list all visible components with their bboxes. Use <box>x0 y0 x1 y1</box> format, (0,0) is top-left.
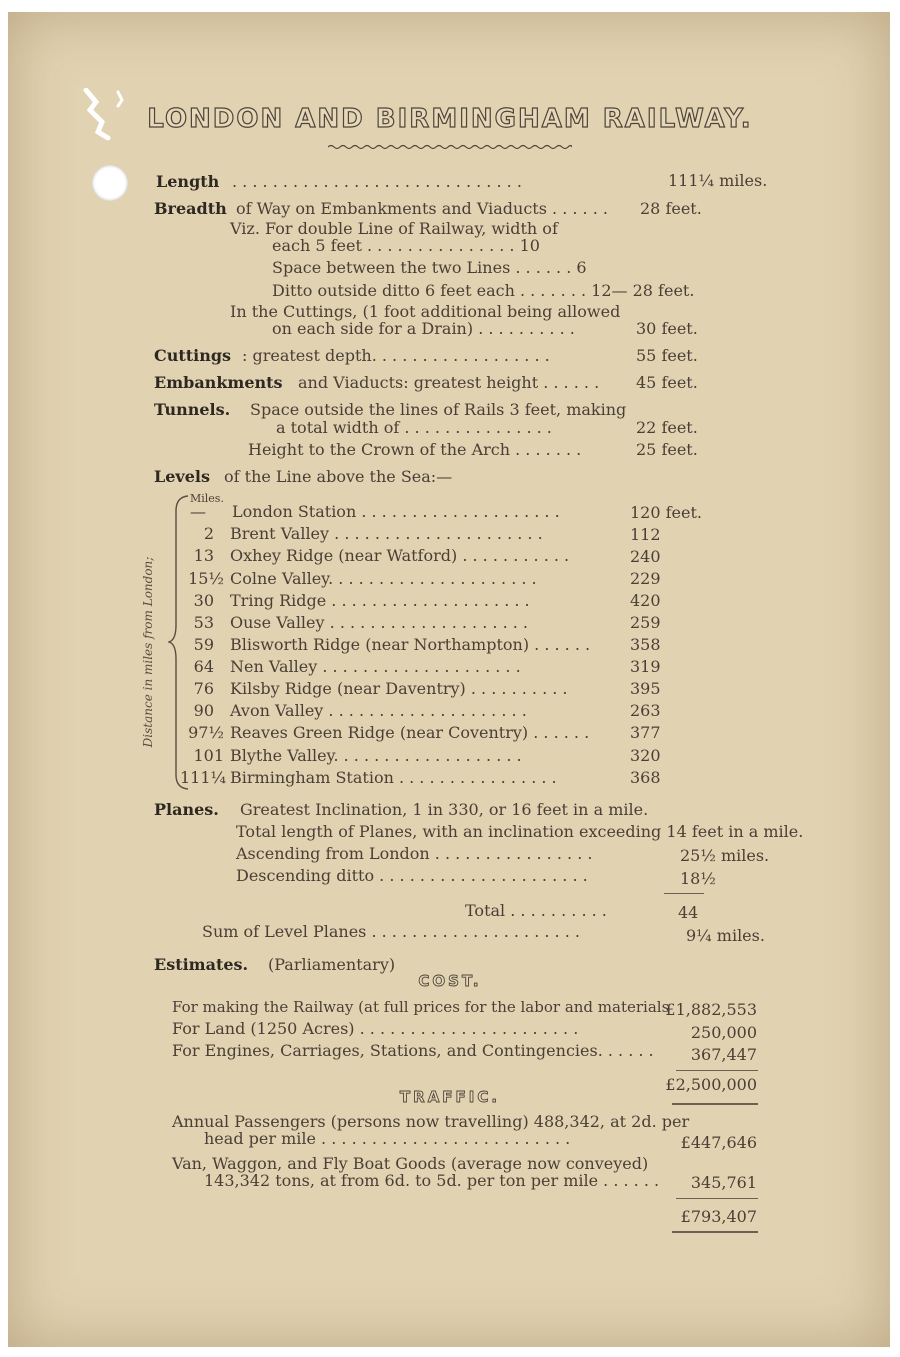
tunnels-value2: 25 feet. <box>636 440 698 459</box>
levels-place: Oxhey Ridge (near Watford) . . . . . . . . . . . <box>230 546 570 565</box>
breadth-cuttings-value: 30 feet. <box>636 319 698 338</box>
planes-sum-value: 9¼ miles. <box>686 926 765 945</box>
levels-place: Tring Ridge . . . . . . . . . . . . . . . . . . . . <box>230 591 530 610</box>
levels-miles: 53 <box>193 613 214 632</box>
traffic-goods-value: 345,761 <box>690 1173 757 1192</box>
levels-place: Blythe Valley. . . . . . . . . . . . . . . . . . . <box>230 746 522 765</box>
planes-descending-value: 18½ <box>680 869 716 888</box>
breadth-viz-line2: each 5 feet . . . . . . . . . . . . . . . 10 <box>272 236 540 255</box>
breadth-ditto: Ditto outside ditto 6 feet each . . . . . . . 12— 28 feet. <box>272 281 695 300</box>
levels-miles: 90 <box>193 701 214 720</box>
levels-miles: 101 <box>193 746 224 765</box>
tunnels-text: Space outside the lines of Rails 3 feet, making <box>250 400 627 419</box>
levels-height: 120 feet. <box>630 503 702 522</box>
planes-total-length: Total length of Planes, with an inclination exceeding 14 feet in a mile. <box>236 822 804 841</box>
cost-amount: £1,882,553 <box>665 1000 757 1019</box>
levels-place: Ouse Valley . . . . . . . . . . . . . . . . . . . . <box>230 613 528 632</box>
planes-sum: Sum of Level Planes . . . . . . . . . . . . . . . . . . . . . <box>202 922 580 941</box>
breadth-space: Space between the two Lines . . . . . . 6 <box>272 258 587 277</box>
levels-miles: 2 <box>203 524 214 543</box>
title-ornament <box>328 144 572 150</box>
levels-text: of the Line above the Sea:— <box>224 467 453 486</box>
levels-height: 263 <box>630 701 661 720</box>
levels-place: Blisworth Ridge (near Northampton) . . . . . . <box>230 635 591 654</box>
levels-height: 229 <box>630 569 661 588</box>
levels-miles: 15½ <box>188 569 224 588</box>
levels-place: Colne Valley. . . . . . . . . . . . . . . . . . . . . <box>230 569 537 588</box>
breadth-cuttings-line1: In the Cuttings, (1 foot additional being allowed <box>230 302 621 321</box>
traffic-total-underline <box>672 1231 758 1233</box>
traffic-passengers-value: £447,646 <box>680 1133 757 1152</box>
embankments-text: and Viaducts: greatest height . . . . . . <box>298 373 600 392</box>
breadth-value: 28 feet. <box>640 199 702 218</box>
levels-place: Nen Valley . . . . . . . . . . . . . . . . . . . . <box>230 657 521 676</box>
planes-total-label: Total . . . . . . . . . . <box>465 901 607 920</box>
planes-ascending-value: 25½ miles. <box>680 846 770 865</box>
levels-miles: 30 <box>193 591 214 610</box>
traffic-goods-line1: Van, Waggon, and Fly Boat Goods (average now conveyed) <box>172 1154 649 1173</box>
embankments-value: 45 feet. <box>636 373 698 392</box>
tunnels-height: Height to the Crown of the Arch . . . . . . . <box>248 440 582 459</box>
cost-item: For Land (1250 Acres) . . . . . . . . . . . . . . . . . . . . . . <box>172 1019 579 1038</box>
cost-total: £2,500,000 <box>665 1075 757 1094</box>
cost-total-rule <box>676 1070 758 1071</box>
cost-item: For Engines, Carriages, Stations, and Contingencies. . . . . . <box>172 1041 654 1060</box>
levels-height: 320 <box>630 746 661 765</box>
planes-total-value: 44 <box>678 903 699 922</box>
cost-amount: 250,000 <box>690 1023 757 1042</box>
levels-label: Levels <box>154 467 210 486</box>
planes-ascending: Ascending from London . . . . . . . . . . . . . . . . <box>236 844 593 863</box>
tunnels-label: Tunnels. <box>154 400 231 419</box>
traffic-total-rule <box>676 1198 758 1199</box>
traffic-heading: TRAFFIC. <box>399 1088 501 1106</box>
levels-height: 395 <box>630 679 661 698</box>
tunnels-value1: 22 feet. <box>636 418 698 437</box>
cuttings-value: 55 feet. <box>636 346 698 365</box>
levels-place: London Station . . . . . . . . . . . . . . . . . . . . <box>232 502 560 521</box>
levels-place: Avon Valley . . . . . . . . . . . . . . . . . . . . <box>230 701 527 720</box>
levels-place: Kilsby Ridge (near Daventry) . . . . . . . . . . <box>230 679 568 698</box>
length-value: 111¼ miles. <box>668 171 768 190</box>
levels-place: Birmingham Station . . . . . . . . . . . . . . . . <box>230 768 557 787</box>
embankments-label: Embankments <box>154 373 283 392</box>
planes-total-rule <box>664 893 704 894</box>
levels-height: 319 <box>630 657 661 676</box>
levels-height: 240 <box>630 547 661 566</box>
levels-miles: 111¼ <box>179 768 226 787</box>
levels-miles: — <box>190 502 206 521</box>
planes-descending: Descending ditto . . . . . . . . . . . . . . . . . . . . . <box>236 866 588 885</box>
cost-amount: 367,447 <box>690 1045 757 1064</box>
traffic-goods-line2: 143,342 tons, at from 6d. to 5d. per ton per mile . . . . . . <box>204 1171 660 1190</box>
length-dots: . . . . . . . . . . . . . . . . . . . . . . . . . . . . . <box>232 172 522 191</box>
levels-miles: 76 <box>193 679 214 698</box>
cuttings-text: : greatest depth. . . . . . . . . . . . . . . . . . <box>242 346 550 365</box>
levels-height: 368 <box>630 768 661 787</box>
levels-miles: 64 <box>193 657 214 676</box>
levels-height: 358 <box>630 635 661 654</box>
breadth-viz-line1: Viz. For double Line of Railway, width of <box>230 219 558 238</box>
tunnels-line2: a total width of . . . . . . . . . . . . . . . <box>276 418 552 437</box>
levels-place: Brent Valley . . . . . . . . . . . . . . . . . . . . . <box>230 524 543 543</box>
levels-miles-header: Miles. <box>190 492 224 505</box>
estimates-label: Estimates. <box>154 955 249 974</box>
levels-side-label: Distance in miles from London; <box>141 556 155 748</box>
breadth-label: Breadth <box>154 199 227 218</box>
levels-brace <box>168 495 190 790</box>
estimates-text: (Parliamentary) <box>268 955 396 974</box>
levels-height: 377 <box>630 723 661 742</box>
planes-label: Planes. <box>154 800 219 819</box>
length-label: Length <box>156 172 220 191</box>
planes-text: Greatest Inclination, 1 in 330, or 16 feet in a mile. <box>240 800 649 819</box>
levels-miles: 97½ <box>188 723 224 742</box>
breadth-cuttings-line2: on each side for a Drain) . . . . . . . . . . <box>272 319 575 338</box>
cost-item: For making the Railway (at full prices for the labor and materials <box>172 998 670 1016</box>
traffic-passengers-line2: head per mile . . . . . . . . . . . . . . . . . . . . . . . . . <box>204 1129 571 1148</box>
levels-miles: 59 <box>193 635 214 654</box>
page-title: LONDON AND BIRMINGHAM RAILWAY. <box>147 104 753 134</box>
levels-height: 420 <box>630 591 661 610</box>
levels-height: 259 <box>630 613 661 632</box>
punch-hole <box>92 165 128 201</box>
levels-place: Reaves Green Ridge (near Coventry) . . . . . . <box>230 723 590 742</box>
levels-height: 112 <box>630 525 661 544</box>
levels-miles: 13 <box>193 546 214 565</box>
traffic-passengers-line1: Annual Passengers (persons now travelling) 488,342, at 2d. per <box>172 1112 690 1131</box>
cost-heading: COST. <box>418 972 482 990</box>
traffic-total: £793,407 <box>680 1207 757 1226</box>
cuttings-label: Cuttings <box>154 346 232 365</box>
breadth-text: of Way on Embankments and Viaducts . . . . . . <box>236 199 608 218</box>
